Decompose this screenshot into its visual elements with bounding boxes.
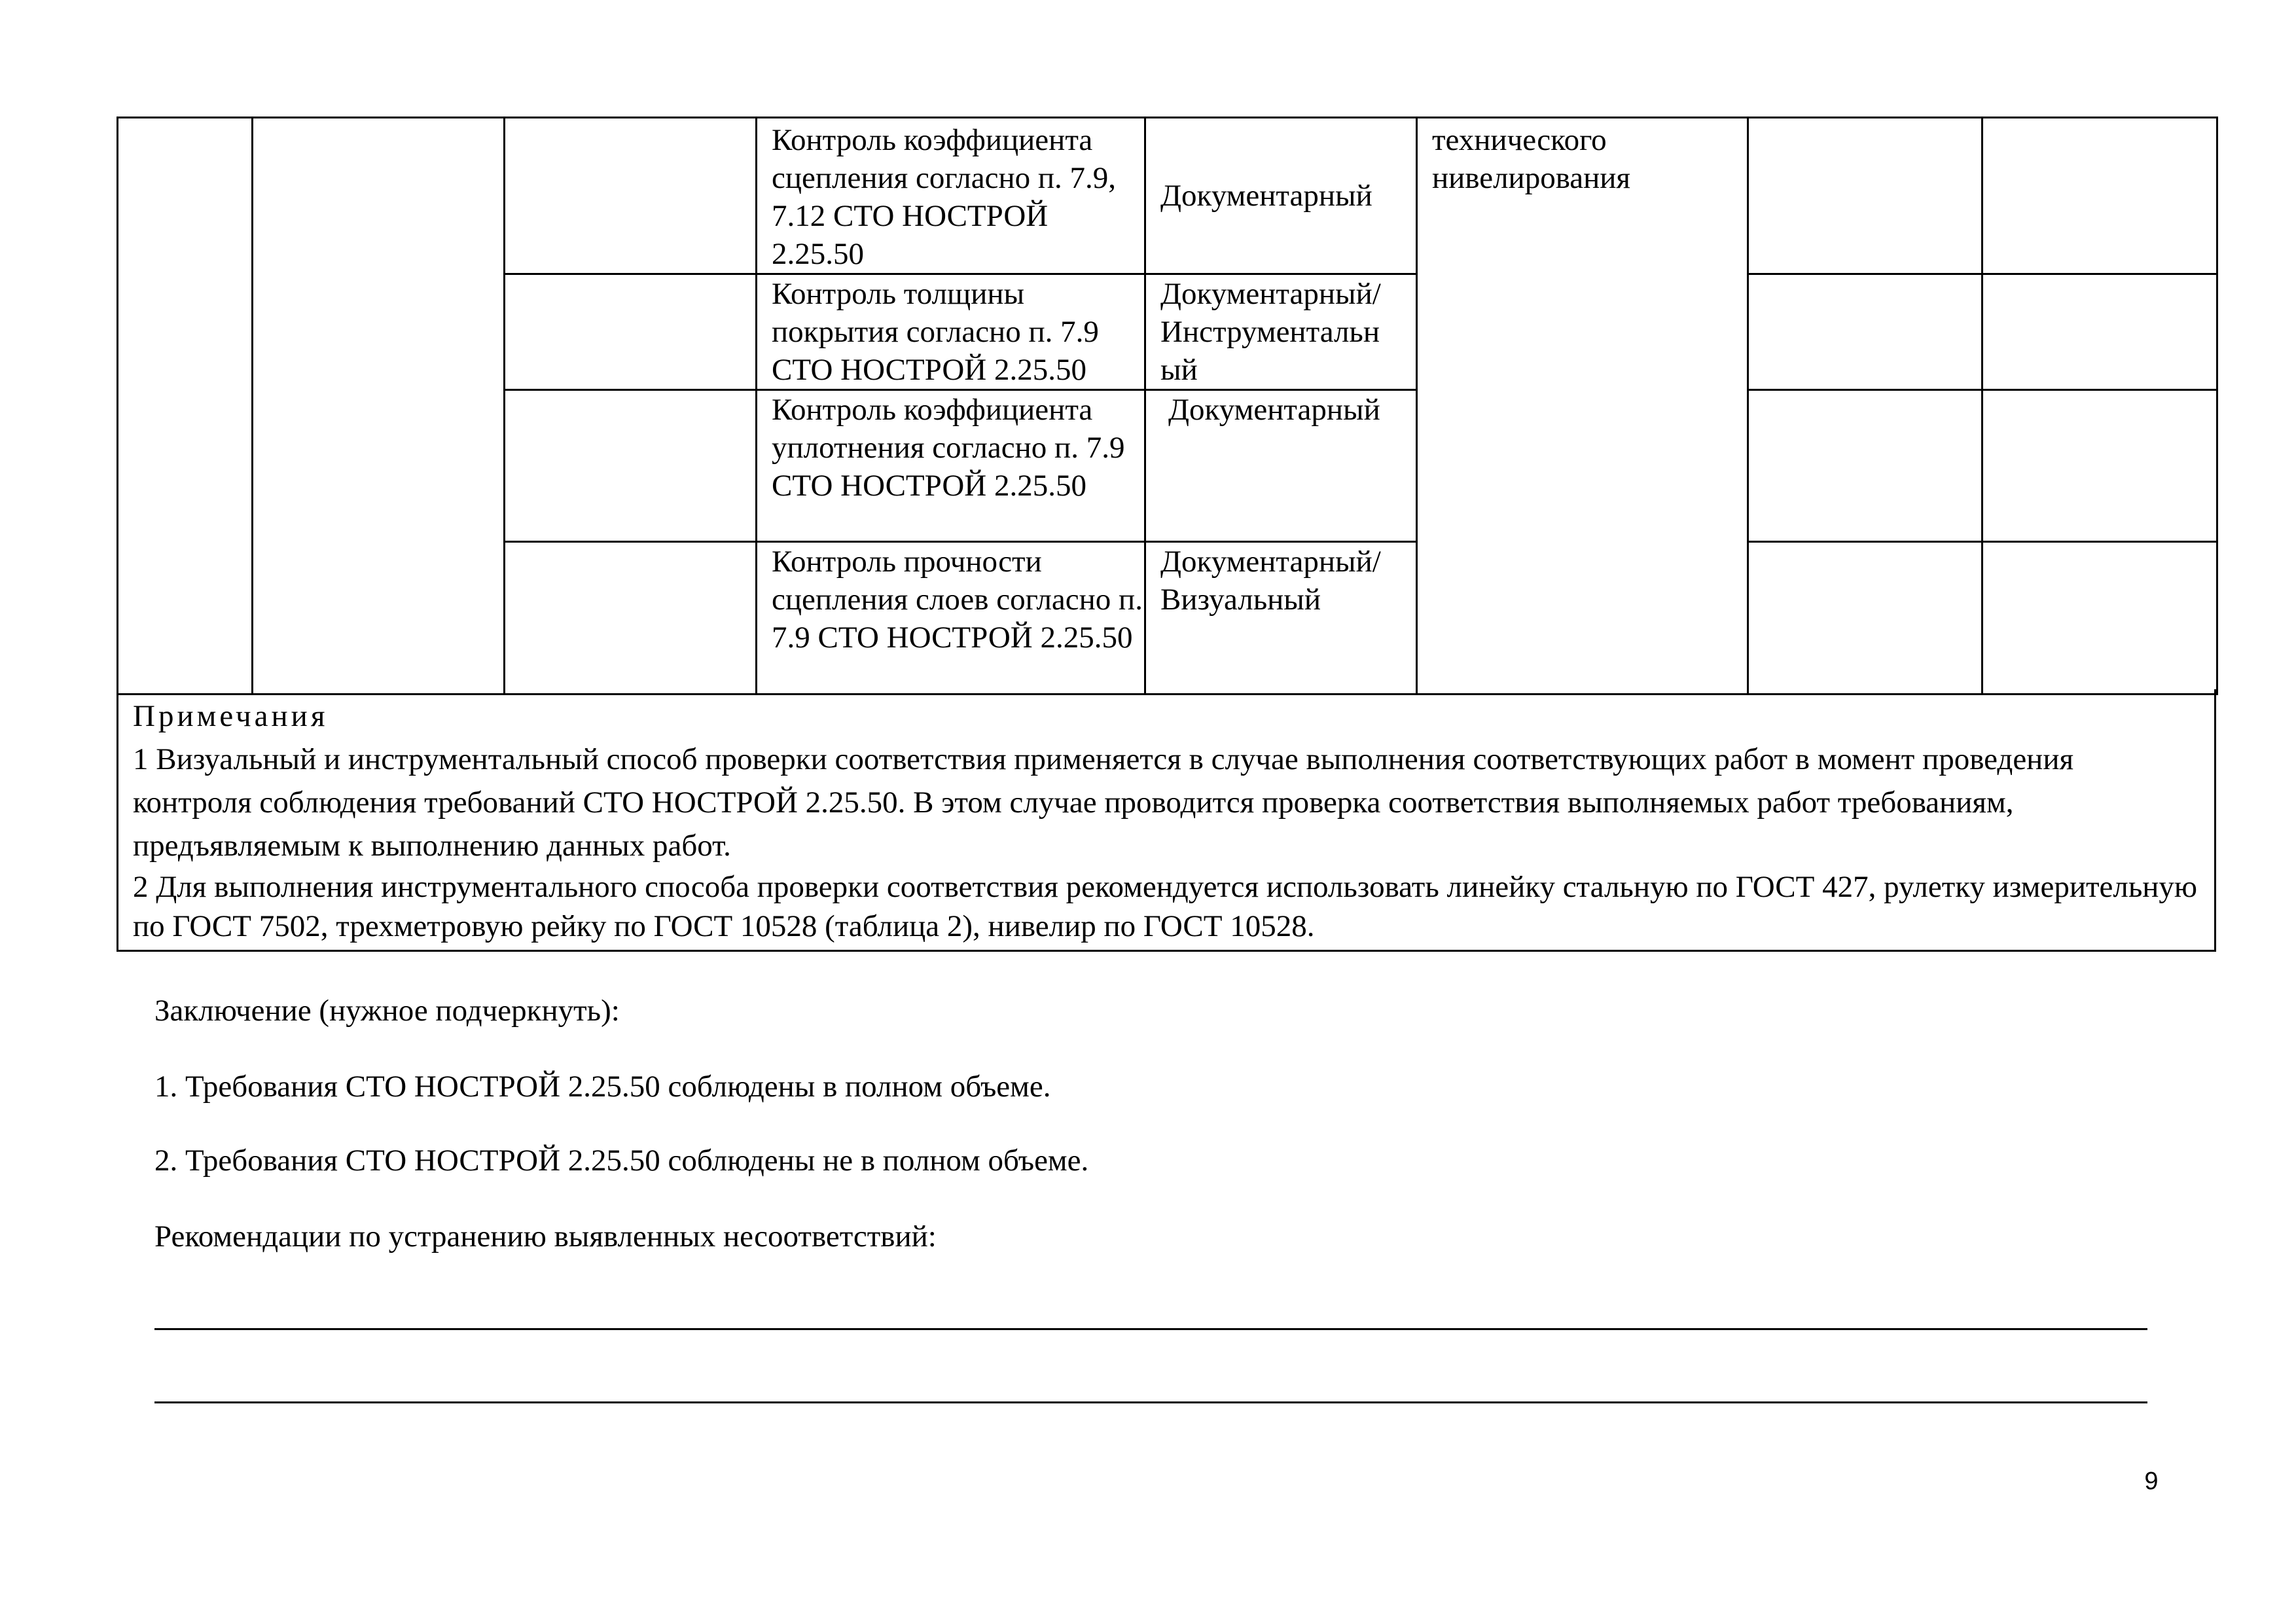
table-cell [1748,118,1982,274]
table-cell [1982,118,2217,274]
table-cell [1748,390,1982,542]
page-number: 9 [2144,1468,2159,1495]
conclusion-option-1[interactable]: 1. Требования СТО НОСТРОЙ 2.25.50 соблюдены в полном объеме. [154,1070,1051,1104]
table-cell [505,118,757,274]
note-item: 2 Для выполнения инструментального способа проверки соответствия рекомендуется использовать линейку стальную по ГОСТ 427, рулетку измерительную по ГОСТ 7502, трехметровую рейку по ГОСТ 10528 (таблица 2), нивелир по ГОСТ 10528. [133,870,2198,943]
method-cell: Документарный [1145,390,1417,542]
recommendations-heading: Рекомендации по устранению выявленных несоответствий: [154,1219,937,1254]
merged-cell: технического нивелирования [1417,118,1748,695]
conclusion-option-2[interactable]: 2. Требования СТО НОСТРОЙ 2.25.50 соблюдены не в полном объеме. [154,1144,1089,1178]
table-row [118,118,2217,274]
table-cell [505,390,757,542]
recommendation-line[interactable] [154,1328,2147,1330]
method-cell: Документарный/ Визуальный [1145,542,1417,695]
control-table [117,117,2218,695]
table-cell [118,118,253,695]
note-item: 1 Визуальный и инструментальный способ проверки соответствия применяется в случае выполнения соответствующих работ в момент проведения контроля соблюдения требований СТО НОСТРОЙ 2.25.50. В этом случае проводится проверка соответствия выполняемых работ требованиям, предъявляемым к выполнению данных работ. [133,742,2074,863]
recommendation-line[interactable] [154,1401,2147,1403]
table-cell [1748,274,1982,390]
conclusion-heading: Заключение (нужное подчеркнуть): [154,994,620,1028]
method-cell: Документарный [1145,118,1417,274]
table-cell [1982,542,2217,695]
table-cell [1982,390,2217,542]
control-item-cell: Контроль толщины покрытия согласно п. 7.9 СТО НОСТРОЙ 2.25.50 [757,274,1145,390]
control-item-cell: Контроль прочности сцепления слоев согласно п. 7.9 СТО НОСТРОЙ 2.25.50 [757,542,1145,695]
table-cell [1982,274,2217,390]
notes-title: Примечания [133,699,329,733]
control-item-cell: Контроль коэффициента уплотнения согласно п. 7.9 СТО НОСТРОЙ 2.25.50 [757,390,1145,542]
table-cell [253,118,505,695]
table-cell [1748,542,1982,695]
control-item-cell: Контроль коэффициента сцепления согласно п. 7.9, 7.12 СТО НОСТРОЙ 2.25.50 [757,118,1145,274]
table-cell [505,274,757,390]
table-cell [505,542,757,695]
notes-box [117,689,2216,952]
method-cell: Документарный/ Инструментальн ый [1145,274,1417,390]
